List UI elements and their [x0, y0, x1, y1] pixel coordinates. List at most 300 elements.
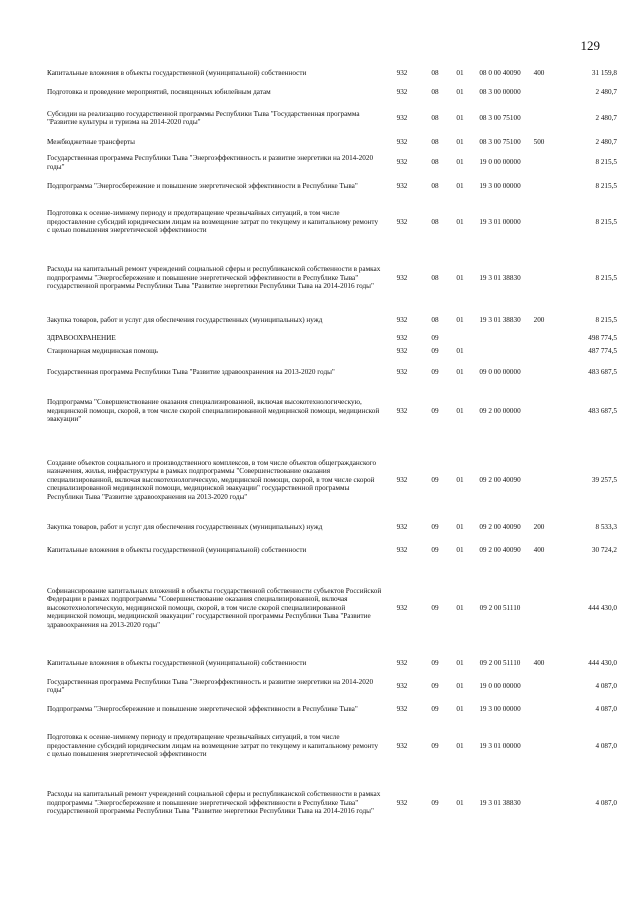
row-description-text: Государственная программа Республики Тыва "Энергоэффективность и развитие энергетики на 2014-2020 годы" — [47, 154, 374, 171]
row-target-article-text: 09 2 00 00000 — [479, 406, 521, 415]
row-section-text: 09 — [431, 798, 439, 807]
row-section-text: 09 — [431, 334, 439, 343]
row-subsection-text: 01 — [456, 741, 464, 750]
row-amount-text: 30 724,2 — [591, 546, 617, 555]
row-ministry-code-text: 932 — [396, 316, 408, 325]
row-ministry-code-text: 932 — [396, 523, 408, 532]
row-description-text: Межбюджетные трансферты — [47, 138, 135, 147]
row-description — [47, 346, 383, 357]
row-expense-type — [529, 440, 549, 520]
row-ministry-code-text: 932 — [396, 158, 408, 167]
row-subsection — [449, 392, 471, 430]
row-amount-text: 483 687,5 — [588, 367, 617, 376]
row-amount-text: 498 774,5 — [588, 334, 617, 343]
row-ministry-code-text: 932 — [396, 704, 408, 713]
row-target-article-text: 19 0 00 00000 — [479, 158, 521, 167]
table-row — [0, 153, 640, 172]
row-amount — [549, 153, 617, 172]
row-description-text: Расходы на капитальный ремонт учреждений социальной сферы и республиканской собственности в рамках подпрограммы "Энергосбережение и повышение энергетической эффективности в Республике Тыва" государственной программы Республики Тыва "Развитие энергетики Республики Тыва на 2014-2016 годы" — [47, 265, 381, 291]
table-row — [0, 176, 640, 196]
row-amount — [549, 545, 617, 556]
row-ministry-code-text: 932 — [396, 798, 408, 807]
row-section — [421, 576, 449, 640]
row-subsection-text: 01 — [456, 475, 464, 484]
row-amount — [549, 658, 617, 669]
row-description-text: Подготовка к осенне-зимнему периоду и предотвращение чрезвычайных ситуаций, в том числе предоставление субсидий юридическим лицам на возмещение затрат по текущему и капитальному ремонту с целью повышения энергетической эффективности — [47, 733, 379, 759]
table-row — [0, 137, 640, 148]
row-expense-type — [529, 108, 549, 128]
row-expense-type-text: 400 — [533, 546, 545, 555]
row-section-text: 09 — [431, 475, 439, 484]
row-ministry-code-text: 932 — [396, 273, 408, 282]
row-section — [421, 68, 449, 79]
table-row — [0, 440, 640, 520]
row-ministry-code — [383, 176, 421, 196]
row-ministry-code — [383, 780, 421, 826]
row-section-text: 08 — [431, 69, 439, 78]
row-section — [421, 440, 449, 520]
row-section-text: 09 — [431, 659, 439, 668]
row-subsection — [449, 780, 471, 826]
row-subsection-text: 01 — [456, 113, 464, 122]
table-row — [0, 315, 640, 326]
row-description — [47, 137, 383, 148]
row-section — [421, 255, 449, 301]
table-row — [0, 392, 640, 430]
row-ministry-code — [383, 255, 421, 301]
row-ministry-code — [383, 731, 421, 761]
row-expense-type — [529, 315, 549, 326]
row-amount — [549, 699, 617, 719]
row-expense-type — [529, 255, 549, 301]
row-ministry-code — [383, 207, 421, 237]
row-subsection — [449, 207, 471, 237]
row-amount — [549, 731, 617, 761]
row-section-text: 08 — [431, 158, 439, 167]
row-description — [47, 87, 383, 98]
row-ministry-code — [383, 392, 421, 430]
row-description — [47, 68, 383, 79]
row-amount-text: 8 215,5 — [595, 273, 617, 282]
row-target-article-text: 09 2 00 51110 — [479, 603, 521, 612]
row-subsection-text: 01 — [456, 347, 464, 356]
row-description — [47, 108, 383, 128]
row-description — [47, 176, 383, 196]
row-amount-text: 31 159,8 — [591, 69, 617, 78]
row-description-text: Подпрограмма "Энергосбережение и повышение энергетической эффективности в Республике Тыва" — [47, 704, 358, 713]
row-amount-text: 2 480,7 — [595, 113, 617, 122]
row-target-article-text: 19 3 01 00000 — [479, 741, 521, 750]
row-subsection-text: 01 — [456, 367, 464, 376]
row-expense-type — [529, 137, 549, 148]
row-subsection — [449, 176, 471, 196]
row-ministry-code — [383, 315, 421, 326]
row-ministry-code-text: 932 — [396, 69, 408, 78]
row-section — [421, 731, 449, 761]
row-target-article-text: 09 0 00 00000 — [479, 367, 521, 376]
row-target-article — [471, 108, 529, 128]
row-target-article — [471, 68, 529, 79]
row-subsection — [449, 576, 471, 640]
row-description — [47, 333, 383, 344]
row-section-text: 09 — [431, 367, 439, 376]
row-description — [47, 255, 383, 301]
table-row — [0, 346, 640, 357]
row-target-article-text: 08 0 00 40090 — [479, 69, 521, 78]
table-row — [0, 676, 640, 696]
row-description — [47, 315, 383, 326]
row-target-article-text: 08 3 00 00000 — [479, 88, 521, 97]
row-expense-type — [529, 522, 549, 533]
row-subsection-text: 01 — [456, 88, 464, 97]
table-row — [0, 333, 640, 344]
row-subsection-text: 01 — [456, 138, 464, 147]
row-expense-type — [529, 576, 549, 640]
row-expense-type-text: 200 — [533, 316, 545, 325]
row-target-article — [471, 207, 529, 237]
row-target-article — [471, 545, 529, 556]
row-amount-text: 2 480,7 — [595, 138, 617, 147]
row-amount-text: 4 087,0 — [595, 704, 617, 713]
row-description — [47, 658, 383, 669]
row-subsection-text: 01 — [456, 406, 464, 415]
row-description — [47, 545, 383, 556]
row-expense-type — [529, 699, 549, 719]
row-subsection — [449, 522, 471, 533]
table-row — [0, 362, 640, 382]
row-target-article — [471, 346, 529, 357]
row-ministry-code — [383, 676, 421, 696]
row-target-article-text: 09 2 00 40090 — [479, 546, 521, 555]
table-row — [0, 522, 640, 533]
row-subsection — [449, 137, 471, 148]
row-target-article-text: 08 3 00 75100 — [479, 138, 521, 147]
row-description — [47, 362, 383, 382]
row-description-text: Закупка товаров, работ и услуг для обеспечения государственных (муниципальных) нужд — [47, 316, 323, 325]
row-amount — [549, 392, 617, 430]
row-target-article-text: 19 3 01 00000 — [479, 217, 521, 226]
page-number: 129 — [580, 38, 600, 53]
row-expense-type — [529, 362, 549, 382]
table-row — [0, 87, 640, 98]
row-section — [421, 522, 449, 533]
row-description-text: Закупка товаров, работ и услуг для обеспечения государственных (муниципальных) нужд — [47, 523, 323, 532]
row-ministry-code-text: 932 — [396, 347, 408, 356]
row-ministry-code-text: 932 — [396, 475, 408, 484]
row-target-article — [471, 440, 529, 520]
row-section — [421, 392, 449, 430]
row-description — [47, 440, 383, 520]
row-target-article — [471, 255, 529, 301]
row-expense-type — [529, 87, 549, 98]
row-ministry-code — [383, 153, 421, 172]
row-target-article-text: 09 2 00 40090 — [479, 523, 521, 532]
row-target-article — [471, 780, 529, 826]
row-amount-text: 8 215,5 — [595, 316, 617, 325]
row-subsection-text: 01 — [456, 158, 464, 167]
row-expense-type — [529, 731, 549, 761]
row-target-article — [471, 392, 529, 430]
row-section — [421, 137, 449, 148]
table-row — [0, 780, 640, 826]
row-expense-type — [529, 392, 549, 430]
row-description — [47, 699, 383, 719]
row-ministry-code-text: 932 — [396, 367, 408, 376]
row-subsection-text: 01 — [456, 273, 464, 282]
row-subsection — [449, 346, 471, 357]
row-ministry-code — [383, 333, 421, 344]
row-expense-type — [529, 676, 549, 696]
row-amount — [549, 87, 617, 98]
row-description — [47, 731, 383, 761]
row-description-text: Подпрограмма "Энергосбережение и повышение энергетической эффективности в Республике Тыва" — [47, 181, 358, 190]
row-amount — [549, 255, 617, 301]
row-section-text: 09 — [431, 681, 439, 690]
row-subsection-text: 01 — [456, 798, 464, 807]
row-description — [47, 676, 383, 696]
row-subsection — [449, 658, 471, 669]
row-subsection-text: 01 — [456, 704, 464, 713]
row-section — [421, 207, 449, 237]
row-amount — [549, 68, 617, 79]
row-expense-type — [529, 333, 549, 344]
row-amount — [549, 137, 617, 148]
row-section-text: 08 — [431, 138, 439, 147]
row-section — [421, 333, 449, 344]
row-target-article — [471, 658, 529, 669]
row-amount-text: 444 430,0 — [588, 659, 617, 668]
row-amount — [549, 333, 617, 344]
row-amount-text: 39 257,5 — [591, 475, 617, 484]
row-amount-text: 4 087,0 — [595, 798, 617, 807]
row-section-text: 09 — [431, 546, 439, 555]
row-target-article — [471, 522, 529, 533]
row-target-article — [471, 731, 529, 761]
row-ministry-code — [383, 346, 421, 357]
row-ministry-code-text: 932 — [396, 334, 408, 343]
row-expense-type — [529, 153, 549, 172]
table-row — [0, 658, 640, 669]
row-section — [421, 87, 449, 98]
row-description-text: Государственная программа Республики Тыва "Развитие здравоохранения на 2013-2020 годы" — [47, 367, 335, 376]
row-amount-text: 8 215,5 — [595, 158, 617, 167]
row-ministry-code-text: 932 — [396, 217, 408, 226]
row-subsection — [449, 676, 471, 696]
row-subsection — [449, 87, 471, 98]
row-section — [421, 315, 449, 326]
row-expense-type — [529, 176, 549, 196]
row-ministry-code — [383, 137, 421, 148]
row-expense-type — [529, 780, 549, 826]
row-section-text: 09 — [431, 347, 439, 356]
row-amount-text: 4 087,0 — [595, 681, 617, 690]
row-expense-type — [529, 68, 549, 79]
row-ministry-code-text: 932 — [396, 546, 408, 555]
row-subsection — [449, 699, 471, 719]
row-target-article — [471, 87, 529, 98]
row-target-article-text: 19 3 01 38830 — [479, 316, 521, 325]
row-subsection-text: 01 — [456, 523, 464, 532]
row-amount — [549, 780, 617, 826]
row-ministry-code-text: 932 — [396, 659, 408, 668]
row-section-text: 09 — [431, 704, 439, 713]
row-section-text: 08 — [431, 181, 439, 190]
row-section-text: 09 — [431, 603, 439, 612]
table-row — [0, 108, 640, 128]
row-subsection-text: 01 — [456, 681, 464, 690]
table-row — [0, 731, 640, 761]
row-description — [47, 522, 383, 533]
row-target-article-text: 19 3 01 38830 — [479, 273, 521, 282]
row-subsection — [449, 440, 471, 520]
row-subsection-text: 01 — [456, 69, 464, 78]
row-ministry-code-text: 932 — [396, 603, 408, 612]
row-target-article-text: 19 0 00 00000 — [479, 681, 521, 690]
row-target-article — [471, 676, 529, 696]
row-section-text: 08 — [431, 217, 439, 226]
row-description-text: Государственная программа Республики Тыва "Энергоэффективность и развитие энергетики на 2014-2020 годы" — [47, 677, 374, 694]
row-section-text: 09 — [431, 523, 439, 532]
row-ministry-code-text: 932 — [396, 138, 408, 147]
row-subsection-text: 01 — [456, 659, 464, 668]
row-subsection-text: 01 — [456, 217, 464, 226]
row-amount — [549, 346, 617, 357]
row-description-text: Подготовка к осенне-зимнему периоду и предотвращение чрезвычайных ситуаций, в том числе предоставление субсидий юридическим лицам на возмещение затрат по текущему и капитальному ремонту с целью повышения энергетической эффективности — [47, 209, 379, 235]
row-section — [421, 699, 449, 719]
row-ministry-code — [383, 658, 421, 669]
row-subsection — [449, 545, 471, 556]
row-amount — [549, 676, 617, 696]
row-subsection — [449, 153, 471, 172]
row-ministry-code-text: 932 — [396, 113, 408, 122]
row-expense-type — [529, 545, 549, 556]
row-amount-text: 483 687,5 — [588, 406, 617, 415]
row-section-text: 08 — [431, 113, 439, 122]
row-target-article — [471, 362, 529, 382]
row-target-article-text: 19 3 00 00000 — [479, 181, 521, 190]
row-target-article — [471, 699, 529, 719]
row-description-text: Субсидии на реализацию государственной программы Республики Тыва "Государственная программа "Развитие культуры и туризма на 2014-2020 годы" — [47, 109, 360, 126]
row-ministry-code — [383, 362, 421, 382]
row-description-text: Подготовка и проведение мероприятий, посвященных юбилейным датам — [47, 88, 271, 97]
table-row — [0, 207, 640, 237]
row-ministry-code — [383, 87, 421, 98]
row-target-article-text: 09 2 00 40090 — [479, 475, 521, 484]
row-ministry-code — [383, 108, 421, 128]
row-amount — [549, 315, 617, 326]
row-description-text: Подпрограмма "Совершенствование оказания специализированной, включая высокотехнологическую, медицинской помощи, скорой, в том числе скорой специализированной медицинской помощи, медицинской эвакуации" — [47, 398, 380, 424]
row-subsection — [449, 68, 471, 79]
row-section — [421, 545, 449, 556]
row-target-article-text: 09 2 00 51110 — [479, 659, 521, 668]
row-section-text: 09 — [431, 741, 439, 750]
row-target-article — [471, 153, 529, 172]
row-description-text: Капитальные вложения в объекты государственной (муниципальной) собственности — [47, 659, 307, 668]
row-subsection — [449, 333, 471, 344]
row-amount — [549, 176, 617, 196]
row-section-text: 09 — [431, 406, 439, 415]
row-amount — [549, 440, 617, 520]
row-ministry-code-text: 932 — [396, 181, 408, 190]
row-description-text: Капитальные вложения в объекты государственной (муниципальной) собственности — [47, 546, 307, 555]
row-ministry-code-text: 932 — [396, 681, 408, 690]
row-ministry-code — [383, 576, 421, 640]
row-amount — [549, 362, 617, 382]
row-amount-text: 487 774,5 — [588, 347, 617, 356]
row-target-article-text: 08 3 00 75100 — [479, 113, 521, 122]
row-target-article — [471, 176, 529, 196]
row-subsection — [449, 315, 471, 326]
row-section — [421, 362, 449, 382]
row-subsection-text: 01 — [456, 316, 464, 325]
table-row — [0, 699, 640, 719]
row-description-text: Создание объектов социального и производственного комплексов, в том числе объектов общегражданского назначения, жилья, инфраструктуры в рамках подпрограммы "Совершенствование оказания специализированной, включая высокотехнологическую, медицинской помощи, скорой, в том числе скорой специализированной медицинской помощи, медицинской эвакуации" государственной программы Республики Тыва "Развитие здравоохранения на 2013-2020 годы" — [47, 458, 377, 501]
row-target-article — [471, 333, 529, 344]
row-subsection — [449, 255, 471, 301]
row-expense-type — [529, 207, 549, 237]
table-row — [0, 255, 640, 301]
row-amount-text: 8 533,3 — [595, 523, 617, 532]
row-description — [47, 392, 383, 430]
row-subsection — [449, 731, 471, 761]
row-subsection-text: 01 — [456, 546, 464, 555]
row-ministry-code — [383, 699, 421, 719]
row-section — [421, 176, 449, 196]
row-section — [421, 780, 449, 826]
row-amount-text: 4 087,0 — [595, 741, 617, 750]
row-section-text: 08 — [431, 316, 439, 325]
row-description — [47, 780, 383, 826]
row-expense-type-text: 200 — [533, 523, 545, 532]
row-expense-type — [529, 658, 549, 669]
row-amount-text: 8 215,5 — [595, 217, 617, 226]
row-target-article-text: 19 3 01 38830 — [479, 798, 521, 807]
row-amount — [549, 108, 617, 128]
row-amount — [549, 522, 617, 533]
row-amount-text: 8 215,5 — [595, 181, 617, 190]
row-description — [47, 576, 383, 640]
table-row — [0, 576, 640, 640]
row-ministry-code — [383, 68, 421, 79]
row-subsection — [449, 108, 471, 128]
row-subsection — [449, 362, 471, 382]
row-expense-type-text: 500 — [533, 138, 545, 147]
row-amount-text: 2 480,7 — [595, 88, 617, 97]
row-target-article — [471, 315, 529, 326]
row-description — [47, 207, 383, 237]
row-amount — [549, 576, 617, 640]
row-expense-type-text: 400 — [533, 659, 545, 668]
row-section-text: 08 — [431, 88, 439, 97]
row-description-text: Капитальные вложения в объекты государственной (муниципальной) собственности — [47, 69, 307, 78]
row-target-article — [471, 137, 529, 148]
row-target-article — [471, 576, 529, 640]
row-ministry-code — [383, 522, 421, 533]
row-description-text: ЗДРАВООХРАНЕНИЕ — [47, 334, 116, 343]
row-amount — [549, 207, 617, 237]
row-description-text: Софинансирование капитальных вложений в объекты государственной собственности субъектов Российской Федерации в рамках подпрограммы "Совершенствование оказания специализированной, включая высокотехнологическую, медицинской помощи, скорой, в том числе скорой специализированной медицинской помощи, медицинской эвакуации" государственной программы Республики Тыва "Развитие здравоохранения на 2013-2020 годы" — [47, 586, 382, 629]
row-section — [421, 658, 449, 669]
row-section — [421, 153, 449, 172]
table-row — [0, 68, 640, 79]
row-section — [421, 676, 449, 696]
row-ministry-code-text: 932 — [396, 406, 408, 415]
row-description-text: Стационарная медицинская помощь — [47, 347, 158, 356]
row-ministry-code-text: 932 — [396, 88, 408, 97]
row-description — [47, 153, 383, 172]
row-section — [421, 108, 449, 128]
row-expense-type — [529, 346, 549, 357]
